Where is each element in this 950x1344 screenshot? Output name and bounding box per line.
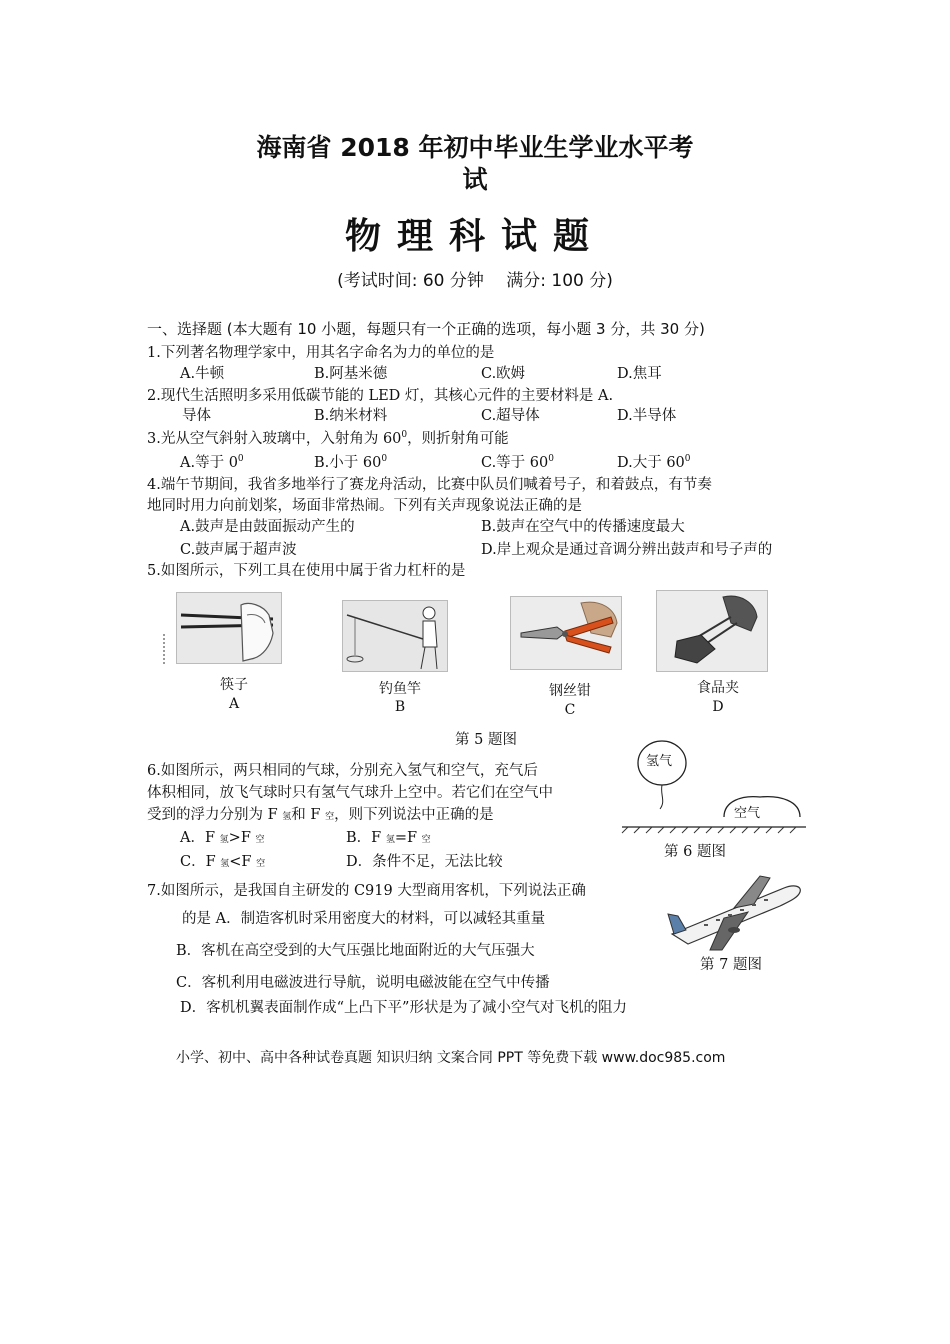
q4-option-c: C.鼓声属于超声波: [180, 542, 297, 558]
q7-line2: 的是 A．制造客机时采用密度大的材料，可以减轻其重量: [182, 911, 546, 927]
q5-stem: 5.如图所示，下列工具在使用中属于省力杠杆的是: [147, 563, 466, 579]
q6-option-d: D．条件不足，无法比较: [346, 854, 503, 870]
item-b-name: 钓鱼竿: [379, 681, 421, 697]
q2-option-c: C.超导体: [481, 408, 540, 424]
item-b-letter: B: [394, 699, 406, 715]
q3-option-c: C.等于 $60^0$: [481, 454, 554, 471]
exam-info: (考试时间: 60 分钟 满分: 100 分): [337, 271, 613, 291]
q4-stem-line1: 4.端午节期间，我省多地举行了赛龙舟活动，比赛中队员们喊着号子，和着鼓点，有节奏: [147, 477, 712, 493]
q6-option-b: B．F 氢=F 空: [346, 830, 431, 846]
q6-option-c: C．F 氢<F 空: [180, 854, 266, 870]
title-line2: 试: [462, 165, 488, 194]
q1-option-d: D.焦耳: [617, 366, 662, 382]
balloon-air-label: 空气: [734, 806, 761, 821]
q3-option-a: A.等于 $0^0$: [180, 454, 244, 471]
q7-option-c: C．客机利用电磁波进行导航，说明电磁波能在空气中传播: [176, 975, 550, 991]
subject-title: 物理科试题: [344, 216, 605, 257]
footer-text: 小学、初中、高中各种试卷真题 知识归纳 文案合同 PPT 等免费下载 www.doc985.com: [176, 1050, 726, 1066]
q3-stem: 3.光从空气斜射入玻璃中，入射角为 $60^0$，则折射角可能: [147, 430, 509, 447]
q3-option-b: B.小于 $60^0$: [314, 454, 388, 471]
chopsticks-image: [176, 592, 282, 664]
item-c-letter: C: [564, 702, 576, 718]
q4-stem-line2: 地同时用力向前划桨，场面非常热闹。下列有关声现象说法正确的是: [147, 498, 582, 514]
q6-line2: 体积相同，放飞气球时只有氢气气球升上空中。若它们在空气中: [147, 785, 553, 801]
balloon-hydrogen-label: 氢气: [646, 754, 673, 769]
item-d-letter: D: [712, 699, 724, 715]
airplane-image: [664, 872, 806, 954]
item-a-name: 筷子: [220, 677, 248, 693]
q2-stem: 2.现代生活照明多采用低碳节能的 LED 灯，其核心元件的主要材料是 A.: [147, 388, 614, 404]
pliers-image: [510, 596, 622, 670]
q2-option-b: B.纳米材料: [314, 408, 388, 424]
q4-option-a: A.鼓声是由鼓面振动产生的: [180, 519, 355, 535]
fishing-rod-image: [342, 600, 448, 672]
item-d-name: 食品夹: [697, 680, 739, 696]
margin-mark: [163, 634, 169, 664]
q4-option-d: D.岸上观众是通过音调分辨出鼓声和号子声的: [481, 542, 773, 558]
q6-line1: 6.如图所示，两只相同的气球，分别充入氢气和空气，充气后: [147, 763, 538, 779]
q7-option-b: B．客机在高空受到的大气压强比地面附近的大气压强大: [176, 943, 535, 959]
q5-figure-caption: 第 5 题图: [455, 732, 517, 748]
q1-option-b: B.阿基米德: [314, 366, 388, 382]
q1-option-a: A.牛顿: [180, 366, 225, 382]
q1-option-c: C.欧姆: [481, 366, 526, 382]
q6-line3: 受到的浮力分别为 F 氢和 F 空，则下列说法中正确的是: [147, 807, 494, 823]
q3-option-d: D.大于 $60^0$: [617, 454, 691, 471]
food-tongs-image: [656, 590, 768, 672]
item-c-name: 钢丝钳: [549, 683, 591, 699]
q4-option-b: B.鼓声在空气中的传播速度最大: [481, 519, 685, 535]
q7-option-d: D．客机机翼表面制作成“上凸下平”形状是为了减小空气对飞机的阻力: [180, 1000, 627, 1016]
q6-option-a: A．F 氢>F 空: [180, 830, 265, 846]
item-a-letter: A: [228, 696, 240, 712]
section-heading: 一、选择题 (本大题有 10 小题，每题只有一个正确的选项，每小题 3 分，共 30 分): [147, 320, 705, 338]
q2-option-a: 导体: [182, 408, 211, 424]
q6-figure-caption: 第 6 题图: [664, 844, 726, 860]
title-line1: 海南省 2018 年初中毕业生学业水平考: [256, 133, 694, 162]
q2-option-d: D.半导体: [617, 408, 677, 424]
q1-stem: 1.下列著名物理学家中，用其名字命名为力的单位的是: [147, 345, 495, 361]
q7-line1: 7.如图所示，是我国自主研发的 C919 大型商用客机，下列说法正确: [147, 883, 586, 899]
q7-figure-caption: 第 7 题图: [700, 957, 762, 973]
